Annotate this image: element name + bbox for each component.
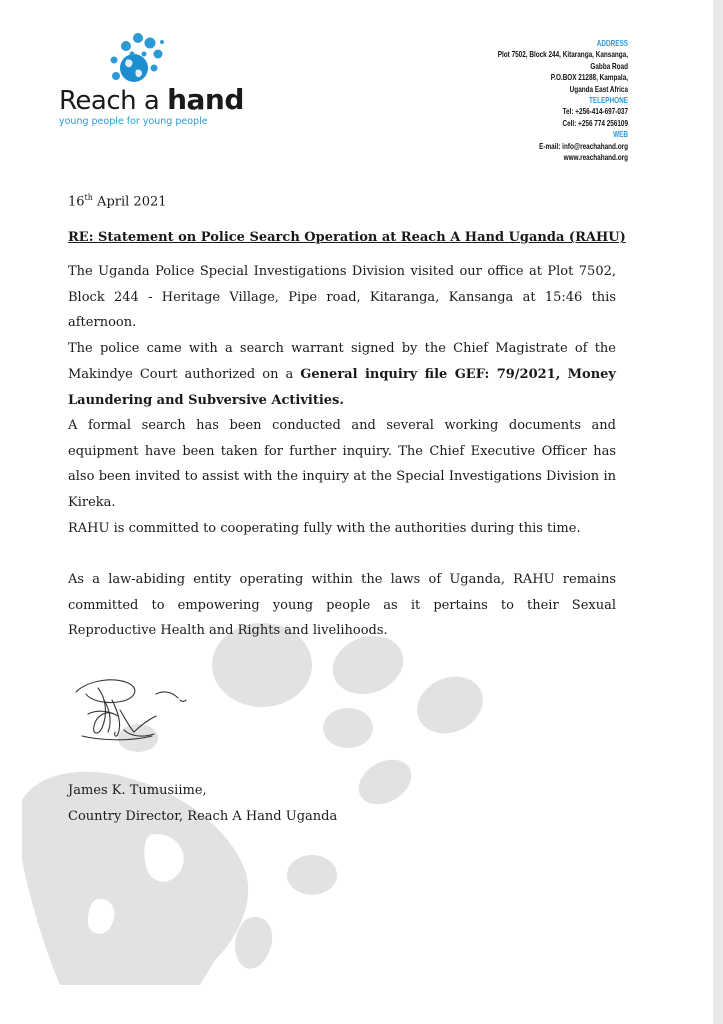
paragraph-1b bbox=[68, 336, 616, 413]
logo-tagline: young people for young people bbox=[59, 116, 208, 127]
website-line: www.reachahand.org bbox=[563, 153, 628, 163]
date-rest: April 2021 bbox=[92, 194, 167, 210]
logo-wordmark bbox=[59, 83, 244, 116]
logo-text-regular: Reach a bbox=[59, 86, 168, 116]
letter-date bbox=[68, 193, 167, 209]
address-line: Gabba Road bbox=[590, 61, 628, 71]
web-heading: WEB bbox=[613, 130, 628, 140]
address-line: Plot 7502, Block 244, Kitaranga, Kansanga, bbox=[497, 50, 628, 60]
cell-line: Cell: +256 774 256109 bbox=[562, 118, 628, 128]
handwritten-signature bbox=[68, 670, 193, 750]
paragraph-1a: The Uganda Police Special Investigations Division visited our office at Plot 7502, Block 244 - Heritage Village, Pipe road, Kitaranga, Kansanga at 15:46 this afternoon. bbox=[68, 264, 616, 331]
contact-block bbox=[498, 38, 628, 163]
paragraph-4: As a law-abiding entity operating within the laws of Uganda, RAHU remains committed to empowering young people as it pertains to their Sexual Reproductive Health and Rights and livelihoods. bbox=[68, 572, 616, 639]
telephone-heading: TELEPHONE bbox=[588, 96, 628, 106]
telephone-line: Tel: +256-414-697-037 bbox=[562, 107, 628, 117]
address-line: Uganda East Africa bbox=[569, 84, 628, 94]
paragraph-1b-text: The police came with a search warrant signed by the Chief Magistrate of the Makindye Court authorized on a bbox=[68, 341, 616, 382]
date-suffix: th bbox=[84, 193, 93, 202]
inquiry-file-reference: General inquiry file GEF: 79/2021, Money Laundering and Subversive Activities. bbox=[68, 366, 616, 408]
logo-text-bold: hand bbox=[167, 83, 244, 116]
paragraph-1 bbox=[68, 259, 616, 413]
signer-block bbox=[68, 778, 337, 829]
letter-subject: RE: Statement on Police Search Operation at Reach A Hand Uganda (RAHU) bbox=[68, 230, 626, 245]
paragraph-3: RAHU is committed to cooperating fully with the authorities during this time. bbox=[68, 521, 581, 536]
logo-globe-icon bbox=[56, 30, 176, 90]
reach-a-hand-logo bbox=[56, 30, 256, 140]
paragraph-2: A formal search has been conducted and several working documents and equipment have been taken for further inquiry. The Chief Executive Officer has also been invited to assist with the inquiry at the Special Investigations Division in Kireka. bbox=[68, 418, 616, 511]
email-line: E-mail: info@reachahand.org bbox=[539, 141, 628, 151]
signer-name: James K. Tumusiime, bbox=[68, 783, 207, 798]
signer-title: Country Director, Reach A Hand Uganda bbox=[68, 808, 338, 824]
date-day: 16 bbox=[68, 194, 85, 210]
address-line: P.O.BOX 21288, Kampala, bbox=[550, 73, 628, 83]
address-heading: ADDRESS bbox=[596, 39, 628, 48]
page-edge bbox=[713, 0, 723, 1024]
